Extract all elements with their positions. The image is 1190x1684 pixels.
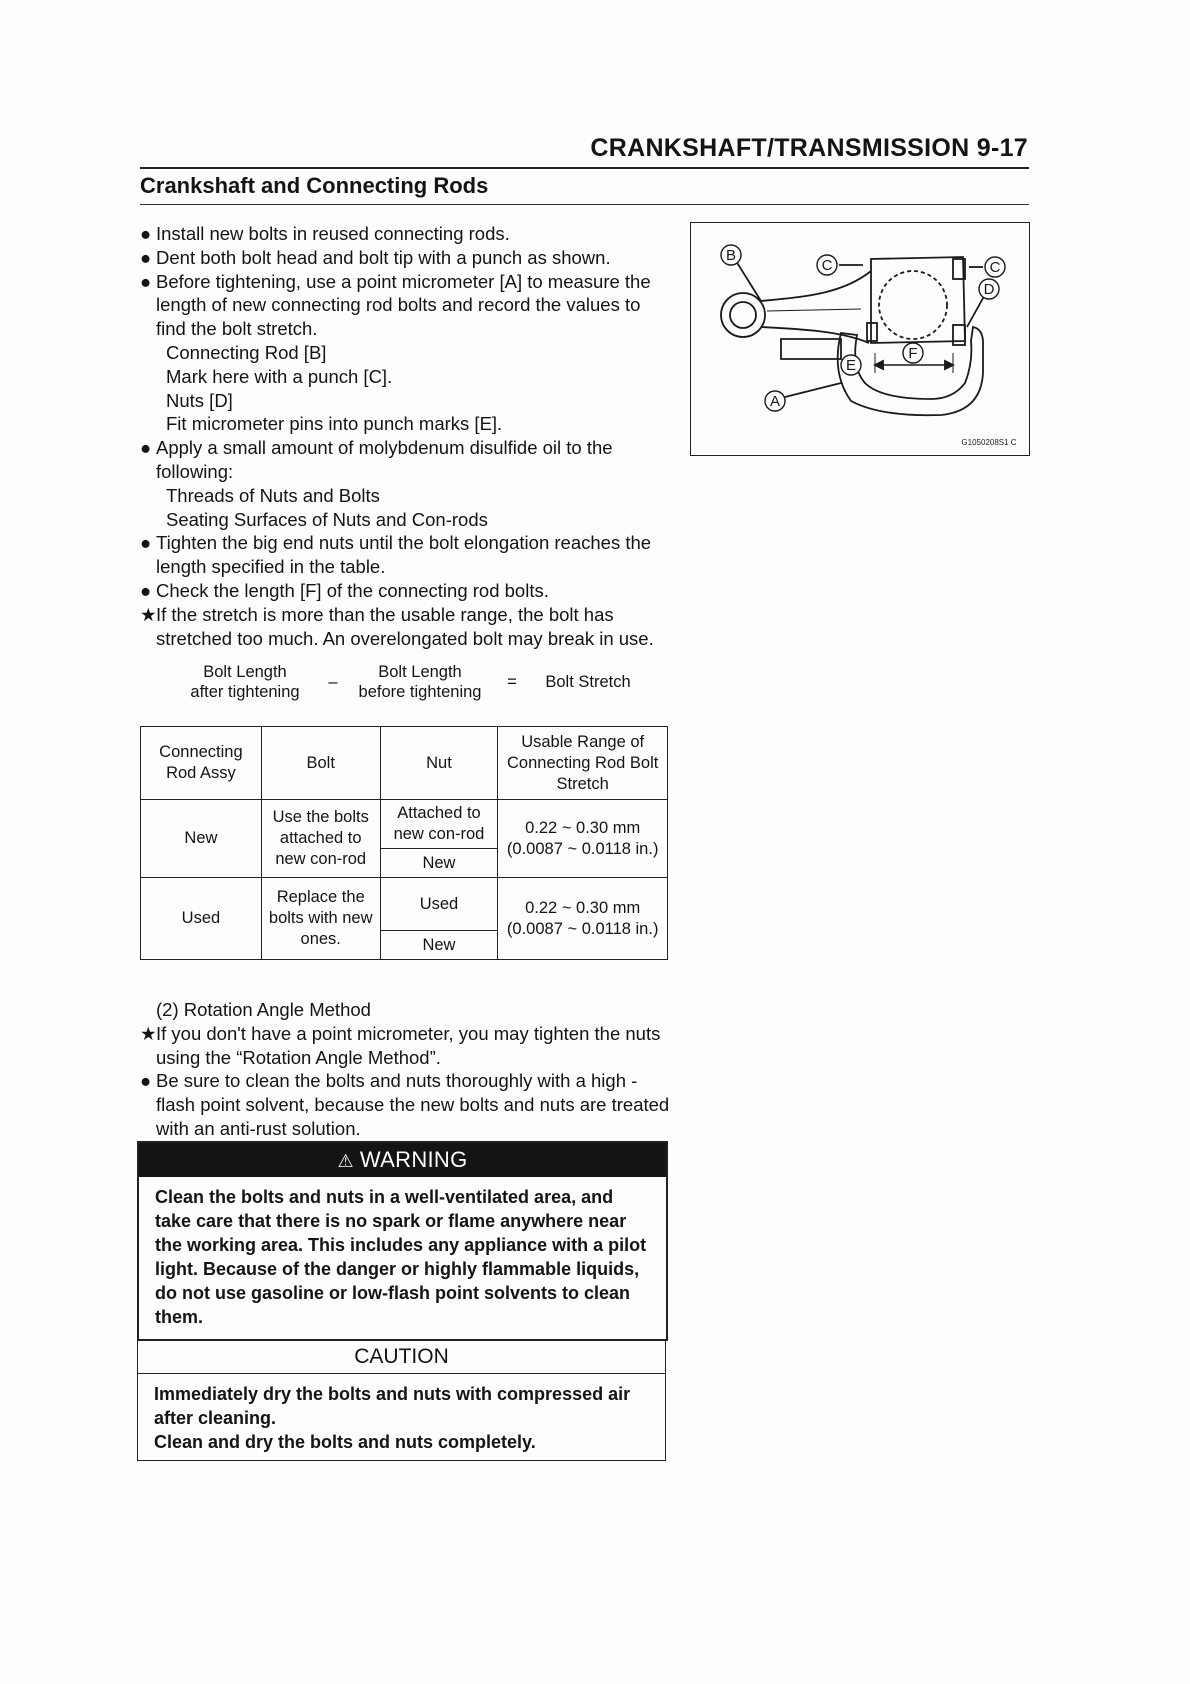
table-header-cell: Bolt (261, 727, 380, 800)
instruction-item (140, 603, 670, 651)
small-end-eye (721, 293, 765, 337)
instruction-text: Dent both bolt head and bolt tip with a punch as shown. (156, 246, 611, 268)
star-icon: ★ (140, 1022, 157, 1044)
rod-beam-upper (761, 271, 871, 301)
instruction-item (140, 246, 670, 270)
table-cell: New (380, 849, 498, 878)
table-row (141, 800, 668, 849)
page-subtitle: Crankshaft and Connecting Rods (140, 173, 489, 198)
legend-line: Mark here with a punch [C]. (166, 365, 393, 387)
formula-minus: – (328, 673, 338, 692)
figure-code: G1050208S1 C (961, 438, 1017, 447)
table-cell: 0.22 ~ 0.30 mm (0.0087 ~ 0.0118 in.) (498, 878, 668, 960)
connecting-rod-figure (690, 222, 1030, 456)
formula-term-after (170, 662, 320, 702)
table-header-row (141, 727, 668, 800)
bullet-icon: ● (140, 246, 152, 268)
table-cell: Use the bolts attached to new con-rod (261, 800, 380, 878)
warning-box (137, 1141, 668, 1341)
instruction-text: Install new bolts in reused connecting rods. (156, 223, 510, 244)
legend-line: Nuts [D] (166, 389, 233, 411)
warning-text: Clean the bolts and nuts in a well-ventilated area, and take care that there is no spark or flame anywhere near the working area. This includes any appliance with a pilot light. Because of the danger or highly flammable liquids, do not use gasoline or low-flash point solvents to clean them. (155, 1187, 647, 1327)
connecting-rod-illustration (691, 223, 1029, 455)
figure-label-d: D (983, 281, 995, 298)
instruction-item (140, 436, 670, 484)
figure-label-c-left: C (821, 257, 833, 274)
instruction-item (140, 531, 670, 579)
caution-title: CAUTION (138, 1341, 665, 1374)
instruction-text: If the stretch is more than the usable range, the bolt has stretched too much. An overelongated bolt may break in use. (156, 603, 654, 649)
table-cell: New (380, 931, 498, 960)
caution-text (138, 1374, 665, 1460)
legend-line: Seating Surfaces of Nuts and Con-rods (166, 508, 488, 530)
instruction-item (140, 270, 670, 341)
instruction-text: Apply a small amount of molybdenum disulfide oil to the following: (156, 437, 613, 482)
legend-line: Connecting Rod [B] (166, 341, 327, 363)
formula-term-line: before tightening (358, 683, 482, 702)
table-cell: Attached to new con-rod (380, 800, 498, 849)
method-heading: (2) Rotation Angle Method (156, 999, 371, 1020)
table-cell: 0.22 ~ 0.30 mm (0.0087 ~ 0.0118 in.) (498, 800, 668, 878)
instruction-text: If you don't have a point micrometer, you may tighten the nuts using the “Rotation Angle Method”. (156, 1022, 661, 1068)
table-header-cell: Nut (380, 727, 498, 800)
table-header-cell: Connecting Rod Assy (141, 727, 262, 800)
subtitle-rule (140, 204, 1029, 205)
formula-term-line: Bolt Length (378, 663, 462, 682)
instruction-text: Check the length [F] of the connecting rod bolts. (156, 579, 549, 601)
legend-line: Fit micrometer pins into punch marks [E]. (166, 413, 503, 435)
caution-box (137, 1340, 666, 1461)
formula-term-before (345, 662, 495, 702)
section-header: CRANKSHAFT/TRANSMISSION 9-17 (590, 134, 1028, 162)
table-cell: Used (141, 878, 262, 960)
formula-result: Bolt Stretch (545, 673, 631, 692)
table-cell: New (141, 800, 262, 878)
instruction-text: Before tightening, use a point micrometer [A] to measure the length of new connecting rod bolts and record the values to find the bolt stretch. (156, 270, 651, 340)
formula-term-line: Bolt Length (203, 663, 287, 682)
figure-label-a: A (769, 393, 781, 410)
bolt-stretch-table (140, 726, 668, 960)
figure-label-b: B (725, 247, 737, 264)
caution-line: Immediately dry the bolts and nuts with compressed air after cleaning. (154, 1384, 631, 1428)
formula-term-line: after tightening (190, 683, 300, 702)
figure-label-e: E (845, 357, 857, 374)
star-icon: ★ (140, 603, 157, 625)
big-end-body (871, 257, 965, 343)
header-rule (140, 167, 1029, 169)
procedure-text-lower (140, 998, 670, 1141)
instruction-text: Be sure to clean the bolts and nuts thoroughly with a high -flash point solvent, because the new bolts and nuts are treated with an anti-rust solution. (156, 1070, 670, 1139)
bullet-icon: ● (140, 437, 152, 459)
instruction-item (140, 222, 670, 246)
instruction-item (140, 579, 670, 603)
bullet-icon: ● (140, 532, 152, 554)
bolt-stretch-formula (140, 662, 670, 712)
table-header-cell: Usable Range of Connecting Rod Bolt Stretch (498, 727, 668, 800)
caution-line: Clean and dry the bolts and nuts completely. (154, 1432, 536, 1452)
table-cell: Used (380, 878, 498, 931)
warning-triangle-icon: ⚠ (337, 1151, 354, 1171)
bullet-icon: ● (140, 223, 152, 244)
table-row (141, 878, 668, 931)
micrometer-spindle (781, 339, 841, 359)
bullet-icon: ● (140, 270, 152, 292)
bullet-icon: ● (140, 579, 152, 601)
instruction-item (140, 1022, 670, 1070)
instruction-item (140, 1069, 670, 1140)
figure-label-c-right: C (989, 259, 1001, 276)
procedure-text-upper (140, 222, 670, 960)
formula-equals: = (507, 673, 517, 692)
warning-title-bar (139, 1143, 666, 1177)
bullet-icon: ● (140, 1070, 152, 1092)
figure-label-f: F (908, 345, 918, 362)
instruction-text: Tighten the big end nuts until the bolt elongation reaches the length specified in the table. (156, 532, 652, 578)
table-cell: Replace the bolts with new ones. (261, 878, 380, 960)
warning-title: WARNING (359, 1147, 468, 1172)
legend-line: Threads of Nuts and Bolts (166, 484, 380, 506)
